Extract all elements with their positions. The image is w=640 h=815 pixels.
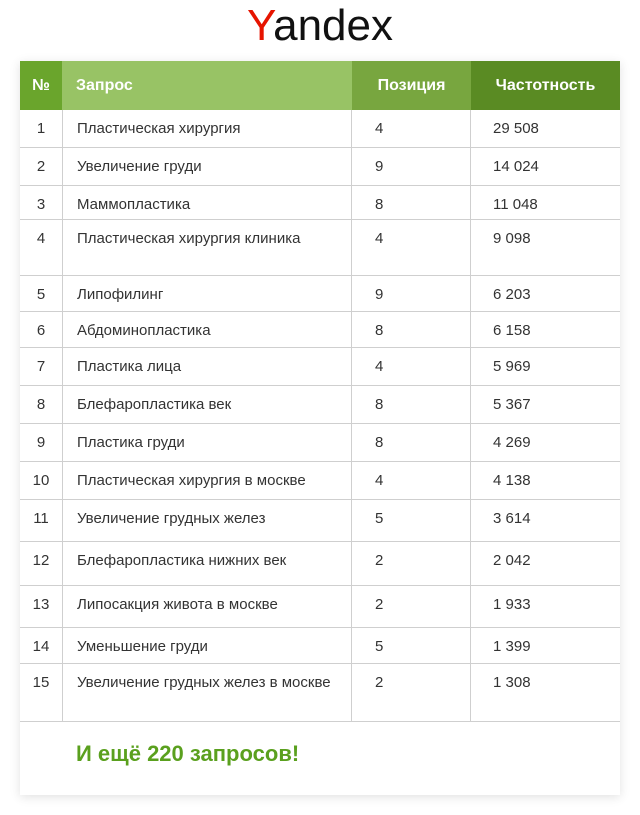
row-frequency: 2 042: [493, 552, 531, 569]
row-query: Пластика лица: [62, 348, 352, 385]
table-row: [20, 276, 620, 312]
row-query: Липосакция живота в москве: [62, 586, 352, 627]
table-row: [20, 462, 620, 500]
row-number: 8: [36, 396, 46, 413]
row-query: Увеличение грудных желез: [62, 500, 352, 541]
row-number: 9: [36, 434, 46, 451]
row-position: 4: [352, 348, 471, 385]
table-row: [20, 664, 620, 722]
header-number: №: [20, 61, 62, 110]
row-query: Липофилинг: [62, 276, 352, 311]
table-row: [20, 220, 620, 276]
row-frequency: 14 024: [493, 158, 539, 175]
row-number: 14: [32, 638, 50, 655]
row-query: Блефаропластика нижних век: [62, 542, 352, 585]
row-frequency: 1 399: [493, 638, 531, 655]
row-number: 12: [32, 552, 50, 569]
row-number: 13: [32, 596, 50, 613]
row-frequency: 5 367: [493, 396, 531, 413]
row-position: 8: [352, 186, 471, 219]
row-position: 4: [352, 462, 471, 499]
table-row: [20, 500, 620, 542]
row-query: Увеличение грудных желез в москве: [62, 664, 352, 721]
table-row: [20, 312, 620, 348]
row-position: 8: [352, 386, 471, 423]
row-number: 2: [36, 158, 46, 175]
row-query: Увеличение груди: [62, 148, 352, 185]
row-query: Пластика груди: [62, 424, 352, 461]
row-frequency: 4 138: [493, 472, 531, 489]
row-query: Пластическая хирургия в москве: [62, 462, 352, 499]
table-row: [20, 386, 620, 424]
row-frequency: 4 269: [493, 434, 531, 451]
row-number: 15: [32, 674, 50, 691]
row-position: 8: [352, 424, 471, 461]
row-number: 4: [36, 230, 46, 247]
row-number: 6: [36, 322, 46, 339]
table-row: [20, 424, 620, 462]
table-row: [20, 348, 620, 386]
header-frequency: Частотность: [471, 61, 620, 110]
row-query: Абдоминопластика: [62, 312, 352, 347]
header-position: Позиция: [352, 61, 471, 110]
row-position: 4: [352, 110, 471, 147]
row-number: 7: [36, 358, 46, 375]
table-row: [20, 586, 620, 628]
row-position: 5: [352, 500, 471, 541]
row-position: 9: [352, 276, 471, 311]
logo-letter-y: Y: [247, 1, 274, 50]
header-query: Запрос: [62, 61, 352, 110]
row-position: 2: [352, 664, 471, 721]
row-frequency: 29 508: [493, 120, 539, 137]
row-query: Маммопластика: [62, 186, 352, 219]
row-position: 9: [352, 148, 471, 185]
row-query: Пластическая хирургия клиника: [62, 220, 352, 275]
row-frequency: 6 203: [493, 286, 531, 303]
row-number: 1: [36, 120, 46, 137]
row-number: 11: [33, 510, 49, 527]
row-number: 5: [36, 286, 46, 303]
table-body: [20, 110, 620, 722]
table-row: [20, 186, 620, 220]
row-frequency: 1 933: [493, 596, 531, 613]
row-number: 10: [32, 472, 50, 489]
row-query: Пластическая хирургия: [62, 110, 352, 147]
table-header: [20, 61, 620, 110]
row-position: 2: [352, 542, 471, 585]
table-row: [20, 628, 620, 664]
row-frequency: 1 308: [493, 674, 531, 691]
more-queries-text: И ещё 220 запросов!: [76, 741, 300, 766]
table-row: [20, 110, 620, 148]
row-frequency: 3 614: [493, 510, 531, 527]
row-query: Уменьшение груди: [62, 628, 352, 663]
logo-rest: andex: [273, 1, 393, 50]
row-position: 4: [352, 220, 471, 275]
row-query: Блефаропластика век: [62, 386, 352, 423]
keywords-table-card: [20, 61, 620, 795]
row-position: 8: [352, 312, 471, 347]
row-frequency: 6 158: [493, 322, 531, 339]
yandex-logo: [0, 0, 640, 60]
row-frequency: 11 048: [493, 196, 538, 213]
table-row: [20, 542, 620, 586]
row-frequency: 9 098: [493, 230, 531, 247]
row-frequency: 5 969: [493, 358, 531, 375]
row-number: 3: [36, 196, 46, 213]
table-row: [20, 148, 620, 186]
row-position: 2: [352, 586, 471, 627]
row-position: 5: [352, 628, 471, 663]
